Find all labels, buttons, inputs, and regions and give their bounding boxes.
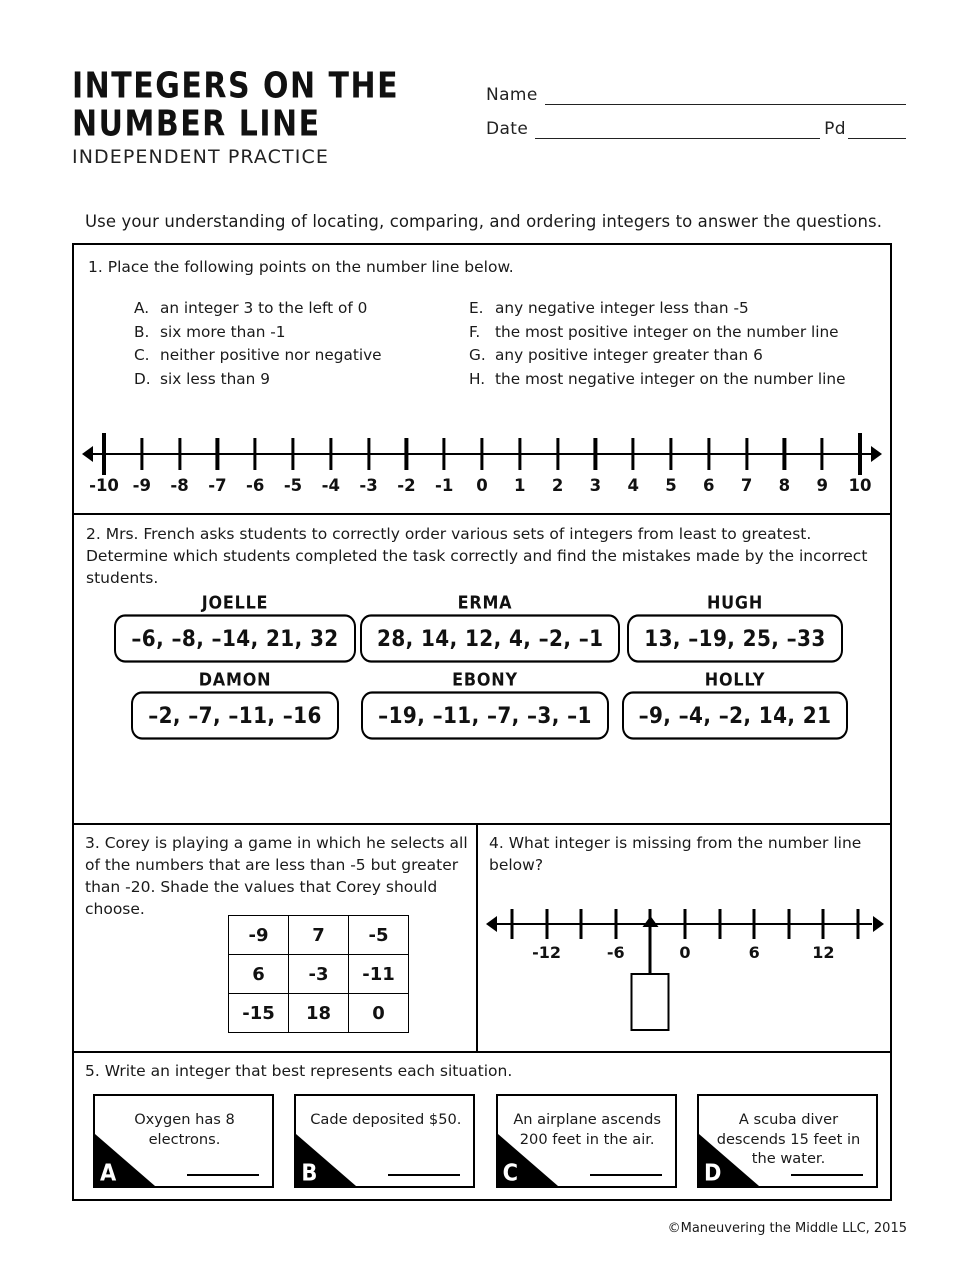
page-title — [72, 65, 472, 146]
question-4-prompt: 4. What integer is missing from the number line below? — [489, 834, 862, 874]
list-item — [469, 368, 884, 392]
date-label: Date — [486, 119, 529, 139]
question-5-prompt: 5. Write an integer that best represents each situation. — [85, 1062, 513, 1080]
number-line-label: 0 — [476, 476, 488, 495]
student-card — [610, 593, 860, 660]
question-3-prompt: 3. Corey is playing a game in which he selects all of the numbers that are less than -5 but greater than -20. Shade the values that Corey should choose. — [85, 834, 468, 918]
number-line-tick — [821, 438, 824, 470]
missing-value-pointer-icon — [649, 925, 652, 975]
number-line-label: 12 — [812, 943, 835, 962]
question-4 — [478, 825, 890, 1051]
question-2-student-cards — [110, 593, 860, 747]
number-line-tick — [518, 438, 521, 470]
number-line-tick — [594, 438, 597, 470]
card-answer-input[interactable] — [791, 1174, 863, 1176]
list-item — [134, 297, 469, 321]
page-title-line1: INTEGERS ON THE — [72, 65, 400, 107]
number-line-tick — [580, 909, 583, 939]
student-integer-list[interactable]: –2, –7, –11, –16 — [131, 691, 339, 739]
arrow-right-icon — [871, 446, 882, 462]
question-5-situation-cards — [93, 1094, 878, 1188]
item-text: six less than 9 — [160, 370, 270, 389]
number-grid-cell[interactable]: -9 — [229, 916, 289, 955]
number-line-tick — [178, 438, 181, 470]
number-line-tick — [545, 909, 548, 939]
number-line-question-4[interactable] — [486, 901, 884, 961]
table-row — [229, 994, 409, 1033]
student-integer-list[interactable]: 28, 14, 12, 4, –2, –1 — [360, 614, 620, 662]
student-name: DAMON — [198, 669, 272, 690]
item-text: six more than -1 — [160, 322, 286, 341]
number-line-label: -2 — [397, 476, 416, 495]
instruction-text: Use your understanding of locating, comparing, and ordering integers to answer the questions. — [85, 212, 883, 231]
number-line-label: 2 — [551, 476, 564, 495]
title-block — [72, 65, 472, 168]
number-line-label: -8 — [170, 476, 189, 495]
card-situation-text: Cade deposited $50. — [310, 1111, 462, 1128]
number-line-tick — [254, 438, 257, 470]
date-input[interactable] — [535, 123, 820, 139]
situation-card — [93, 1094, 274, 1188]
number-line-tick — [787, 909, 790, 939]
number-grid-cell[interactable]: 18 — [289, 994, 349, 1033]
number-line-tick — [822, 909, 825, 939]
number-line-label: 4 — [627, 476, 639, 495]
item-letter: F. — [469, 322, 481, 341]
arrow-left-icon — [82, 446, 93, 462]
number-line-tick — [753, 909, 756, 939]
number-line-label: -1 — [435, 476, 454, 495]
number-line-main[interactable] — [82, 431, 882, 501]
number-line-label: -9 — [132, 476, 151, 495]
item-text: any negative integer less than -5 — [495, 299, 749, 317]
number-line-tick — [718, 909, 721, 939]
number-grid-cell[interactable]: 0 — [349, 994, 409, 1033]
number-line-tick — [102, 433, 106, 475]
list-item — [134, 321, 469, 345]
number-line-tick — [556, 438, 559, 470]
number-line-tick — [614, 909, 617, 939]
number-line-label: 6 — [703, 476, 715, 495]
questions-frame — [72, 243, 892, 1201]
item-text: the most positive integer on the number line — [495, 322, 839, 341]
page-title-line2: NUMBER LINE — [72, 103, 321, 146]
number-line-label: 5 — [665, 476, 677, 495]
item-text: an integer 3 to the left of 0 — [160, 299, 368, 317]
number-line-tick — [329, 438, 332, 470]
number-line-tick — [367, 438, 370, 470]
number-line-tick — [291, 438, 294, 470]
number-line-label: -3 — [359, 476, 378, 495]
card-answer-input[interactable] — [388, 1174, 460, 1176]
student-name: ERMA — [457, 592, 513, 613]
number-line-tick — [684, 909, 687, 939]
list-item — [469, 297, 884, 321]
number-line-label: -6 — [606, 943, 625, 962]
question-3-and-4 — [74, 825, 890, 1053]
number-line-label: -5 — [283, 476, 303, 495]
card-situation-text: Oxygen has 8 electrons. — [134, 1111, 235, 1148]
card-answer-input[interactable] — [187, 1174, 259, 1176]
missing-integer-answer-box[interactable] — [631, 973, 670, 1031]
list-item — [134, 368, 469, 392]
number-line-label: -7 — [208, 476, 227, 495]
student-integer-list[interactable]: –6, –8, –14, 21, 32 — [114, 614, 355, 662]
number-line-label: -12 — [532, 943, 562, 962]
number-grid-cell[interactable]: 6 — [229, 955, 289, 994]
question-3-number-grid[interactable] — [228, 915, 409, 1033]
pd-label: Pd — [824, 119, 846, 139]
question-5 — [74, 1053, 890, 1201]
table-row — [229, 916, 409, 955]
item-letter: D. — [134, 370, 151, 389]
student-name: HUGH — [706, 592, 764, 613]
name-input[interactable] — [545, 89, 906, 105]
number-line-label: 10 — [848, 476, 872, 495]
card-situation-text: A scuba diver descends 15 feet in the water. — [716, 1111, 861, 1168]
student-card — [360, 670, 610, 737]
item-letter: C. — [134, 346, 150, 365]
student-card — [110, 593, 360, 660]
item-text: the most negative integer on the number line — [495, 370, 846, 389]
question-1-prompt: 1. Place the following points on the number line below. — [88, 258, 514, 276]
card-letter: B — [301, 1159, 318, 1187]
list-item — [134, 344, 469, 368]
student-name: EBONY — [452, 669, 518, 690]
list-item — [469, 321, 884, 345]
card-answer-input[interactable] — [590, 1174, 662, 1176]
number-line-tick — [216, 438, 219, 470]
item-letter: A. — [134, 299, 150, 317]
number-grid-cell[interactable]: -15 — [229, 994, 289, 1033]
number-line-tick — [857, 909, 860, 939]
list-item — [469, 344, 884, 368]
name-label: Name — [486, 85, 538, 105]
student-card — [610, 670, 860, 737]
page-subtitle: INDEPENDENT PRACTICE — [72, 145, 329, 168]
card-letter: C — [502, 1159, 519, 1187]
student-integer-list[interactable]: –19, –11, –7, –3, –1 — [361, 691, 609, 739]
student-name: HOLLY — [704, 669, 766, 690]
number-line-tick — [745, 438, 748, 470]
arrow-left-icon — [486, 916, 497, 932]
number-line-tick — [632, 438, 635, 470]
number-grid-cell[interactable]: 7 — [289, 916, 349, 955]
card-letter: A — [100, 1159, 117, 1187]
situation-card — [496, 1094, 677, 1188]
item-letter: E. — [469, 299, 484, 317]
student-card — [110, 670, 360, 737]
number-line-label: -6 — [246, 476, 265, 495]
item-letter: H. — [469, 370, 486, 389]
number-line-tick — [480, 438, 483, 470]
name-row — [486, 85, 906, 105]
card-situation-text: An airplane ascends 200 feet in the air. — [513, 1111, 661, 1148]
student-integer-list[interactable]: –9, –4, –2, 14, 21 — [622, 691, 849, 739]
number-line-label: 0 — [679, 943, 691, 962]
number-line-tick — [858, 433, 862, 475]
number-line-label: 7 — [740, 476, 753, 495]
number-line-tick — [405, 438, 408, 470]
worksheet-header — [72, 65, 907, 178]
number-line-label: -10 — [89, 476, 119, 495]
number-line-tick — [443, 438, 446, 470]
situation-card — [697, 1094, 878, 1188]
number-grid-cell[interactable]: -5 — [349, 916, 409, 955]
number-line-label: 9 — [816, 476, 828, 495]
date-row — [486, 119, 906, 139]
number-line-label: 8 — [778, 476, 791, 495]
number-line-label: 1 — [514, 476, 526, 495]
name-date-block — [486, 85, 906, 153]
number-grid-cell[interactable]: -11 — [349, 955, 409, 994]
number-line-label: 6 — [748, 943, 760, 962]
number-line-tick — [511, 909, 514, 939]
question-2-prompt: 2. Mrs. French asks students to correctly order various sets of integers from least to greatest. Determine which students completed the task correctly and find the mistakes made by the incorrect students. — [86, 525, 868, 587]
item-letter: G. — [469, 346, 486, 365]
table-row — [229, 955, 409, 994]
student-name: JOELLE — [201, 592, 269, 613]
situation-card — [294, 1094, 475, 1188]
number-grid-cell[interactable]: -3 — [289, 955, 349, 994]
number-line-tick — [783, 438, 786, 470]
copyright-footer: ©Maneuvering the Middle LLC, 2015 — [667, 1221, 907, 1236]
number-line-tick — [140, 438, 143, 470]
item-text: neither positive nor negative — [160, 346, 382, 365]
question-1-items — [134, 297, 884, 392]
number-line-tick — [707, 438, 710, 470]
pd-input[interactable] — [848, 123, 906, 139]
item-letter: B. — [134, 322, 150, 341]
question-2 — [74, 515, 890, 825]
question-1-right-column — [469, 297, 884, 392]
number-line-label: -4 — [321, 476, 340, 495]
number-line-label: 3 — [589, 476, 602, 495]
arrow-right-icon — [873, 916, 884, 932]
card-letter: D — [703, 1159, 722, 1187]
number-line-tick — [669, 438, 672, 470]
question-3 — [74, 825, 478, 1051]
question-1-left-column — [134, 297, 469, 392]
student-card — [360, 593, 610, 660]
student-integer-list[interactable]: 13, –19, 25, –33 — [627, 614, 842, 662]
question-1 — [74, 245, 890, 515]
item-text: any positive integer greater than 6 — [495, 346, 763, 365]
